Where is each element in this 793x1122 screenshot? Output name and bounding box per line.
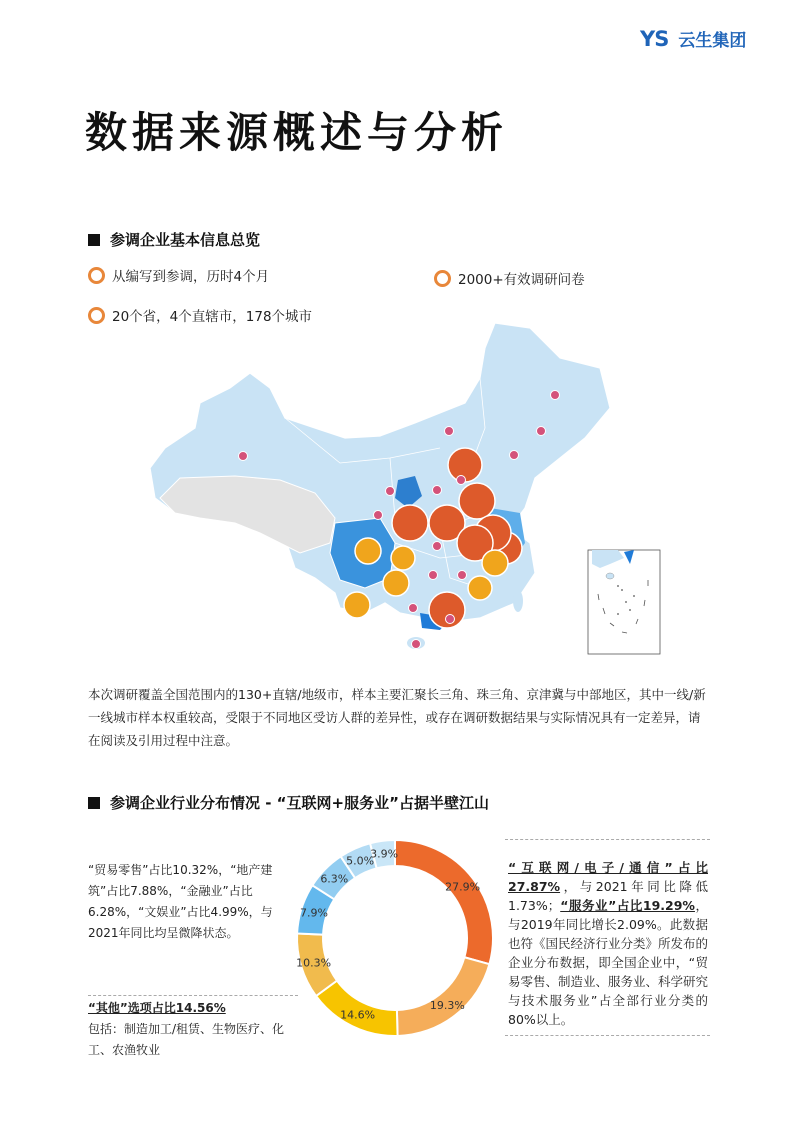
donut-slice-label: 3.9%: [370, 847, 399, 861]
map-dot: [537, 427, 546, 436]
map-dot: [429, 571, 438, 580]
map-bubble-medium: [344, 592, 370, 618]
map-bubble-large: [392, 505, 428, 541]
map-dot: [412, 640, 421, 649]
map-bubble-large: [459, 483, 495, 519]
map-inset-south-sea: [588, 550, 660, 654]
other-note: [88, 998, 298, 1061]
square-bullet-icon: [88, 797, 100, 809]
section-heading-overview: [88, 229, 260, 250]
left-industry-note: “贸易零售”占比10.32%，“地产建筑”占比7.88%，“金融业”占比6.28%，“文娱业”占比4.99%，与2021年同比均呈微降状态。: [88, 863, 273, 940]
map-bubble-medium: [482, 550, 508, 576]
map-dot: [433, 542, 442, 551]
map-dot: [510, 451, 519, 460]
other-title: “其他”选项占比14.56%: [88, 1001, 226, 1015]
map-dot: [433, 486, 442, 495]
map-bubble-large: [448, 448, 482, 482]
info-bullet: [434, 268, 585, 288]
logo-mark: YS: [640, 26, 669, 51]
map-dot: [457, 476, 466, 485]
internet-detail: ，与2021年同比降低1.73%；: [508, 879, 708, 913]
bullet-text: 2000+有效调研问卷: [458, 272, 585, 288]
ring-bullet-icon: [88, 267, 105, 284]
page-title: 数据来源概述与分析: [85, 108, 509, 157]
brand-name: 云生集团: [678, 31, 747, 51]
bullet-text: 20个省，4个直辖市，178个城市: [112, 309, 313, 325]
donut-slice: [395, 840, 493, 964]
donut-slice-label: 27.9%: [445, 880, 481, 894]
donut-slice-label: 7.9%: [299, 906, 328, 920]
china-map: [140, 318, 670, 663]
map-dot: [374, 511, 383, 520]
service-share: “服务业”占比19.29%: [560, 898, 695, 913]
map-dot: [445, 427, 454, 436]
map-dot: [446, 615, 455, 624]
info-bullet: [88, 265, 269, 285]
right-industry-note: [508, 858, 708, 1029]
internet-share: “互联网/电子/通信”占比27.87%: [508, 860, 708, 894]
map-dot: [386, 487, 395, 496]
other-detail: 包括：制造加工/租赁、生物医疗、化工、农渔牧业: [88, 1022, 285, 1057]
donut-slice-label: 19.3%: [429, 998, 465, 1012]
map-bubble-medium: [355, 538, 381, 564]
section-heading-text: 参调企业基本信息总览: [110, 231, 261, 249]
donut-slice-label: 5.0%: [346, 854, 375, 868]
map-description: 本次调研覆盖全国范围内的130+直辖/地级市，样本主要汇聚长三角、珠三角、京津冀与中部地区，其中一线/新一线城市样本权重较高，受限于不同地区受访人群的差异性，或存在调研数据结果与实际情况具有一定差异，请在阅读及引用过程中注意。: [88, 687, 706, 748]
donut-slice: [397, 957, 490, 1036]
map-bubble-medium: [383, 570, 409, 596]
ring-bullet-icon: [434, 270, 451, 287]
ring-bullet-icon: [88, 307, 105, 324]
donut-slice-label: 10.3%: [296, 956, 332, 970]
map-dot: [551, 391, 560, 400]
brand-logo: [640, 26, 746, 51]
map-bubble-medium: [391, 546, 415, 570]
square-bullet-icon: [88, 234, 100, 246]
divider: [88, 995, 298, 996]
map-dot: [458, 571, 467, 580]
industry-donut-chart: [290, 838, 500, 1038]
section-heading-industry: [88, 792, 489, 813]
map-taiwan: [513, 590, 523, 612]
section-heading-text: 参调企业行业分布情况 - “互联网+服务业”占据半壁江山: [110, 794, 489, 812]
map-dot: [409, 604, 418, 613]
divider: [505, 1035, 710, 1036]
service-detail: ，与2019年同比增长2.09%。此数据也符《国民经济行业分类》所发布的企业分布数据，即全国企业中，“贸易零售、制造业、服务业、科学研究与技术服务业”占全部行业分类的80%以上。: [508, 898, 709, 1027]
bullet-text: 从编写到参调，历时4个月: [112, 269, 270, 285]
donut-slice-label: 6.3%: [320, 872, 349, 886]
map-dot: [239, 452, 248, 461]
donut-slice-label: 14.6%: [340, 1008, 376, 1022]
map-bubble-medium: [468, 576, 492, 600]
divider: [505, 839, 710, 840]
